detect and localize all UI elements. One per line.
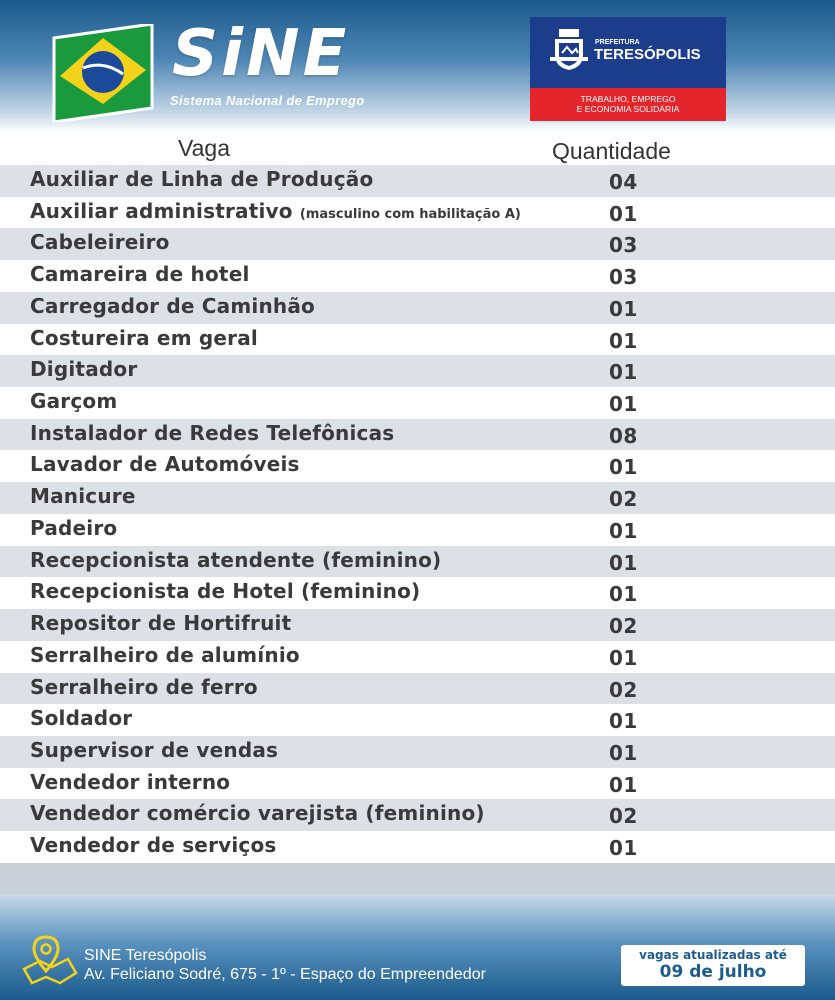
- table-row: [0, 355, 835, 387]
- table-row: [0, 641, 835, 673]
- vaga-quantity: 01: [609, 455, 638, 480]
- location-address: Av. Feliciano Sodré, 675 - 1º - Espaço do Empreendedor: [84, 966, 486, 983]
- vaga-name: Costureira em geral: [30, 325, 258, 350]
- prefeitura-label: PREFEITURA: [595, 39, 640, 46]
- vaga-name: Vendedor comércio varejista (feminino): [30, 801, 485, 826]
- vaga-name: Serralheiro de ferro: [30, 674, 258, 699]
- table-row: [0, 324, 835, 356]
- vaga-name: Vendedor de serviços: [30, 833, 277, 858]
- vaga-quantity: 02: [609, 804, 638, 829]
- vaga-name: Garçom: [30, 389, 118, 414]
- table-row: [0, 673, 835, 705]
- vaga-name: Auxiliar de Linha de Produção: [30, 167, 374, 191]
- header-banner: [0, 0, 835, 132]
- vaga-quantity: 01: [609, 328, 638, 353]
- table-row: [0, 228, 835, 260]
- table-row: [0, 736, 835, 768]
- table-row: [0, 546, 835, 578]
- vaga-name: Manicure: [30, 484, 136, 509]
- secretaria-line-1: TRABALHO, EMPREGO: [580, 94, 676, 104]
- table-row: [0, 450, 835, 482]
- vaga-name: Instalador de Redes Telefônicas: [30, 420, 395, 445]
- table-row: [0, 609, 835, 641]
- vaga-name: Serralheiro de alumínio: [30, 642, 300, 667]
- vaga-quantity: 01: [609, 709, 638, 734]
- table-header: [0, 132, 835, 165]
- vaga-quantity: 02: [609, 614, 638, 639]
- secretaria-band: [530, 88, 726, 121]
- update-label: vagas atualizadas até: [639, 948, 787, 962]
- vaga-quantity: 01: [609, 550, 638, 575]
- table-row: [0, 482, 835, 514]
- table-row: [0, 260, 835, 292]
- vaga-quantity: 01: [609, 772, 638, 797]
- vaga-name: Cabeleireiro: [30, 230, 170, 255]
- vaga-name: Camareira de hotel: [30, 262, 250, 287]
- footer-banner: [0, 895, 835, 1000]
- vaga-quantity: 02: [609, 677, 638, 702]
- vacancy-table: [0, 132, 835, 863]
- vaga-name: Recepcionista atendente (feminino): [30, 547, 442, 572]
- vaga-quantity: 01: [609, 201, 638, 226]
- vaga-quantity: 01: [609, 392, 638, 417]
- vaga-name: Padeiro: [30, 515, 118, 540]
- vaga-quantity: 04: [609, 170, 638, 194]
- map-pin-icon: [22, 933, 78, 985]
- vaga-name: Carregador de Caminhão: [30, 293, 315, 318]
- vaga-quantity: 01: [609, 518, 638, 543]
- update-date: 09 de julho: [659, 962, 767, 982]
- vaga-quantity: 01: [609, 740, 638, 765]
- vaga-quantity: 01: [609, 582, 638, 607]
- vaga-quantity: 03: [609, 233, 638, 258]
- vaga-quantity: 01: [609, 836, 638, 861]
- vaga-name: Lavador de Automóveis: [30, 452, 300, 477]
- table-row: [0, 831, 835, 863]
- vaga-note: (masculino com habilitação A): [299, 206, 521, 222]
- vaga-quantity: 01: [609, 645, 638, 670]
- table-row: [0, 577, 835, 609]
- brazil-flag-logo: [48, 24, 158, 122]
- update-badge: [621, 945, 805, 986]
- prefeitura-logo: [530, 17, 726, 121]
- city-crest-icon: [550, 27, 588, 71]
- table-row: [0, 292, 835, 324]
- prefeitura-city: TERESÓPOLIS: [594, 46, 701, 63]
- vaga-quantity: 08: [609, 423, 638, 448]
- vaga-name: Digitador: [30, 357, 138, 382]
- column-header-vaga: Vaga: [178, 135, 231, 161]
- table-row: [0, 768, 835, 800]
- vaga-quantity: 03: [609, 265, 638, 290]
- secretaria-line-2: E ECONOMIA SOLIDÁRIA: [576, 104, 680, 114]
- table-row: [0, 387, 835, 419]
- vaga-name: Repositor de Hortifruit: [30, 611, 292, 636]
- table-row: [0, 197, 835, 229]
- sine-brand-title: SiNE: [172, 17, 350, 91]
- vaga-name: Soldador: [30, 706, 133, 731]
- vaga-quantity: 01: [609, 360, 638, 385]
- vaga-name: Recepcionista de Hotel (feminino): [30, 579, 421, 604]
- sine-brand-subtitle: Sistema Nacional de Emprego: [170, 93, 365, 108]
- vaga-name: Auxiliar administrativo: [30, 198, 293, 223]
- table-row: [0, 799, 835, 831]
- vaga-quantity: 01: [609, 296, 638, 321]
- column-header-quantidade: Quantidade: [552, 138, 671, 164]
- vaga-name: Supervisor de vendas: [30, 737, 279, 762]
- location-name: SINE Teresópolis: [84, 947, 207, 964]
- vaga-name-with-note: [30, 199, 521, 223]
- table-row: [0, 704, 835, 736]
- table-row: [0, 514, 835, 546]
- table-row: [0, 165, 835, 197]
- vaga-name: Vendedor interno: [30, 769, 231, 794]
- vaga-quantity: 02: [609, 487, 638, 512]
- table-row: [0, 419, 835, 451]
